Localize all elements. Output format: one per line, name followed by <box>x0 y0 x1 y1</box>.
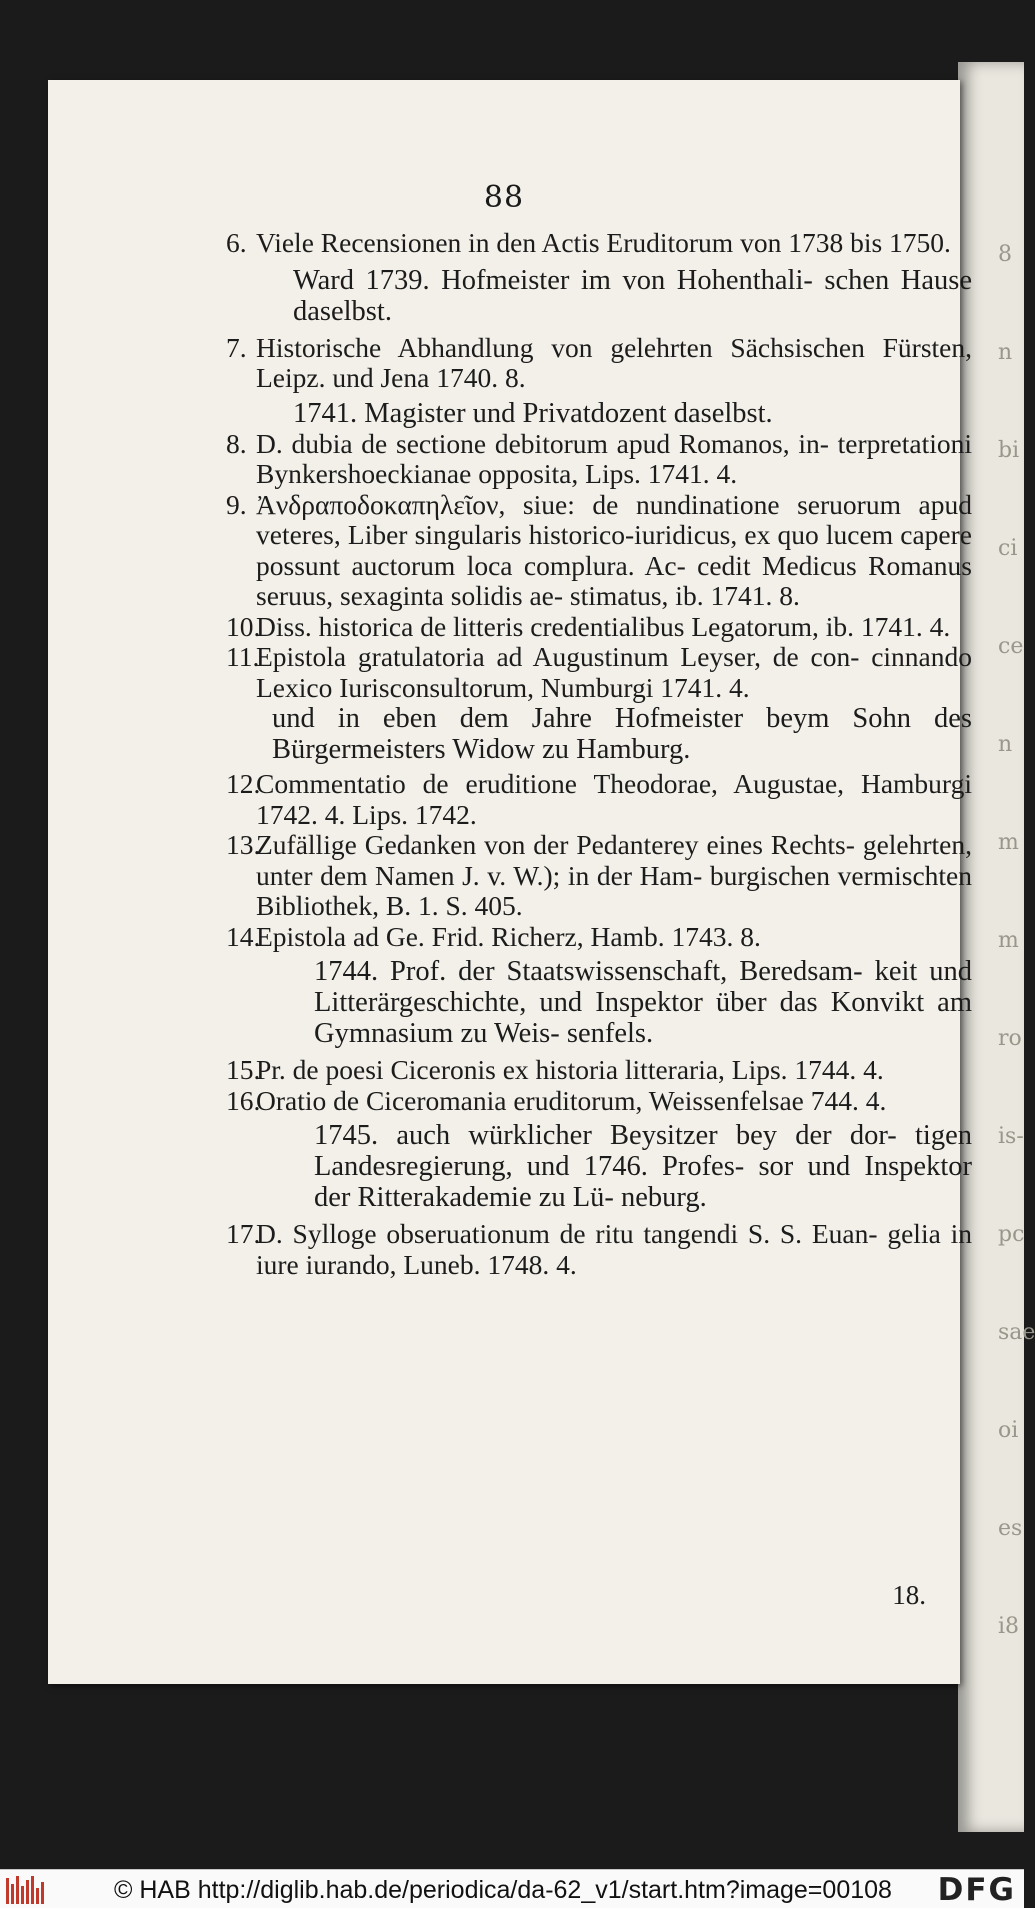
neighbor-page-fragment: ro <box>998 1026 1022 1051</box>
entry-text: Viele Recensionen in den Actis Eruditorum von 1738 bis 1750. <box>256 227 951 258</box>
bibliography-entry <box>226 1055 972 1086</box>
entry-text: Pr. de poesi Ciceronis ex historia litteraria, Lips. 1744. 4. <box>256 1054 884 1085</box>
neighbor-page-fragment: 8 <box>998 242 1012 267</box>
entry-text: Epistola ad Ge. Frid. Richerz, Hamb. 1743. 8. <box>256 920 761 952</box>
bibliography-entry <box>226 228 972 259</box>
entry-number: 8. <box>226 427 247 459</box>
entry-number: 12. <box>226 768 261 799</box>
entry-number: 10. <box>226 610 261 642</box>
neighbor-page-fragment: bi <box>998 438 1020 463</box>
neighbor-page-fragment: sae <box>998 1320 1035 1345</box>
bibliography-entry <box>226 1086 972 1117</box>
entry-text: D. dubia de sectione debitorum apud Romanos, in- terpretationi Bynkershoeckianae opposita, Lips. 1741. 4. <box>256 427 972 489</box>
book-page <box>48 80 972 1684</box>
bibliography-entry <box>226 830 972 922</box>
biography-note: 1745. auch würklicher Beysitzer bey der dor- tigen Landesregierung, und 1746. Profes- sor und Inspektor der Ritterakademie zu Lü- neburg. <box>314 1120 972 1213</box>
bibliography-entry <box>226 1219 972 1280</box>
bibliography-entry <box>226 429 972 490</box>
bibliography-entry <box>226 612 972 643</box>
catchword: 18. <box>892 1580 926 1610</box>
neighbor-page-fragment: n <box>998 340 1013 365</box>
bibliography-entry <box>226 490 972 612</box>
bibliography-entry <box>226 769 972 830</box>
page-number: 88 <box>483 180 525 215</box>
neighbor-page-fragment: m <box>998 830 1019 855</box>
neighbor-page-fragment: pc <box>998 1222 1025 1247</box>
library-logo-icon <box>6 1876 46 1904</box>
neighbor-page-fragment: es <box>998 1516 1023 1541</box>
biography-note: und in eben dem Jahre Hofmeister beym Sohn des Bürgermeisters Widow zu Hamburg. <box>272 703 972 765</box>
entry-number: 13. <box>226 829 261 860</box>
page-text <box>226 228 972 1280</box>
biography-note: 1744. Prof. der Staatswissenschaft, Beredsam- keit und Litterärgeschichte, und Inspektor über das Konvikt am Gymnasium zu Weis- senfels. <box>314 956 972 1049</box>
entry-number: 6. <box>226 227 247 258</box>
dfg-logo: DFG <box>937 1872 1016 1908</box>
entry-text: Commentatio de eruditione Theodorae, Augustae, Hamburgi 1742. 4. Lips. 1742. <box>256 768 972 830</box>
entry-text: Oratio de Ciceromania eruditorum, Weissenfelsae 744. 4. <box>256 1084 887 1116</box>
biography-note: Ward 1739. Hofmeister im von Hohenthali- schen Hause daselbst. <box>293 264 972 327</box>
entry-text: Epistola gratulatoria ad Augustinum Leyser, de con- cinnando Lexico Iurisconsultorum, Numburgi 1741. 4. <box>256 641 972 703</box>
bibliography-entry <box>226 922 972 953</box>
entry-text: Diss. historica de litteris credentialibus Legatorum, ib. 1741. 4. <box>256 610 951 642</box>
neighbor-page-fragment: ce <box>998 634 1024 659</box>
entry-text: Historische Abhandlung von gelehrten Sächsischen Fürsten, Leipz. und Jena 1740. 8. <box>256 331 972 393</box>
neighbor-page-fragment: i8 <box>998 1614 1020 1639</box>
entry-number: 9. <box>226 488 247 520</box>
biography-note: 1741. Magister und Privatdozent daselbst. <box>293 397 773 429</box>
entry-number: 17. <box>226 1218 261 1249</box>
neighbor-page-fragment: n <box>998 732 1013 757</box>
copyright-link[interactable]: © HAB http://diglib.hab.de/periodica/da-62_v1/start.htm?image=00108 <box>114 1876 892 1904</box>
viewer-footer <box>0 1869 1024 1908</box>
entry-text: Zufällige Gedanken von der Pedanterey eines Rechts- gelehrten, unter dem Namen J. v. W.); in der Ham- burgischen vermischten Bibliothek, B. 1. S. 405. <box>256 829 972 921</box>
entry-number: 14. <box>226 920 261 952</box>
neighbor-page-fragment: m <box>998 928 1019 953</box>
entry-number: 7. <box>226 331 247 363</box>
bibliography-entry <box>226 333 972 394</box>
neighbor-page-fragment: oi <box>998 1418 1019 1443</box>
entry-number: 15. <box>226 1054 261 1085</box>
entry-number: 11. <box>226 641 260 672</box>
neighbor-page-fragment: ci <box>998 536 1018 561</box>
entry-text: D. Sylloge obseruationum de ritu tangendi S. S. Euan- gelia in iure iurando, Luneb. 1748. 4. <box>256 1218 972 1280</box>
bibliography-entry <box>226 642 972 703</box>
entry-number: 16. <box>226 1084 261 1116</box>
neighbor-page-fragment: is- <box>998 1124 1024 1149</box>
entry-text: Ἀνδραποδοκαπηλεῖον, siue: de nundinatione seruorum apud veteres, Liber singularis historico-iuridicus, ex quo lucem capere possunt auctorum loca complura. Ac- cedit Medicus Romanus seruus, sexaginta solidis ae- stimatus, ib. 1741. 8. <box>256 488 972 611</box>
